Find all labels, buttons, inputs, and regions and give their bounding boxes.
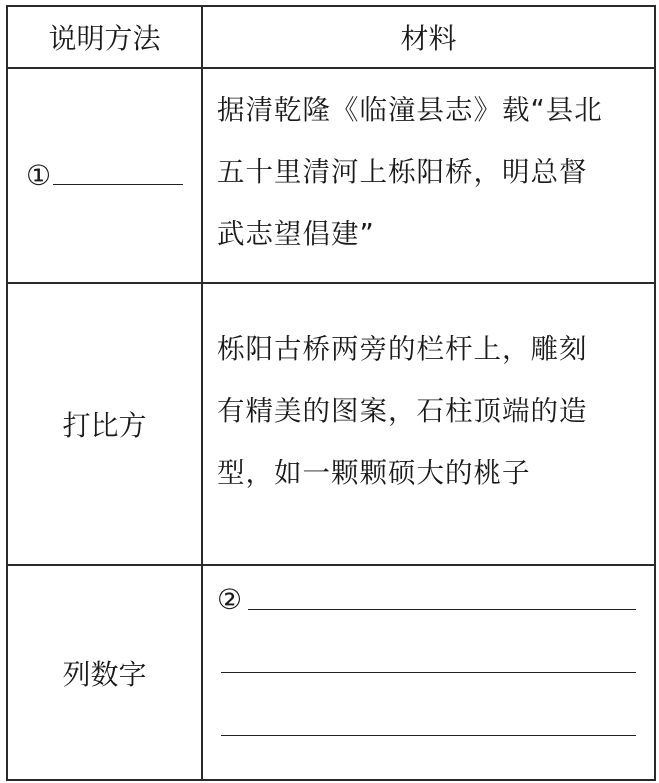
table-row [7, 68, 655, 283]
material-cell [202, 283, 655, 565]
method-cell: 打比方 [7, 283, 202, 565]
blank-number-2: ② [217, 583, 243, 616]
material-line: 型，如一颗颗硕大的桃子 [217, 457, 531, 489]
fill-in-blank-1[interactable] [53, 162, 183, 185]
explanation-methods-table [6, 5, 656, 781]
header-material: 材料 [202, 6, 655, 68]
table-row [7, 283, 655, 565]
header-method: 说明方法 [7, 6, 202, 68]
method-cell: 列数字 [7, 565, 202, 780]
material-line: 五十里清河上栎阳桥，明总督 [217, 156, 588, 188]
material-text [203, 284, 654, 504]
answer-line[interactable] [221, 673, 636, 736]
blank-number-1: ① [25, 159, 52, 192]
table-header-row [7, 6, 655, 68]
material-cell [202, 68, 655, 283]
answer-area[interactable] [203, 566, 654, 736]
answer-line[interactable] [217, 580, 636, 616]
material-line: 有精美的图案，石柱顶端的造 [217, 395, 588, 427]
material-text [203, 69, 654, 265]
answer-cell-blank-2[interactable] [202, 565, 655, 780]
material-line: 栎阳古桥两旁的栏杆上，雕刻 [217, 333, 588, 365]
answer-line[interactable] [221, 610, 636, 673]
material-line: 武志望倡建” [217, 218, 375, 250]
table-row [7, 565, 655, 780]
material-line: 据清乾隆《临潼县志》载“县北 [217, 94, 603, 126]
method-cell-blank-1[interactable] [7, 68, 202, 283]
